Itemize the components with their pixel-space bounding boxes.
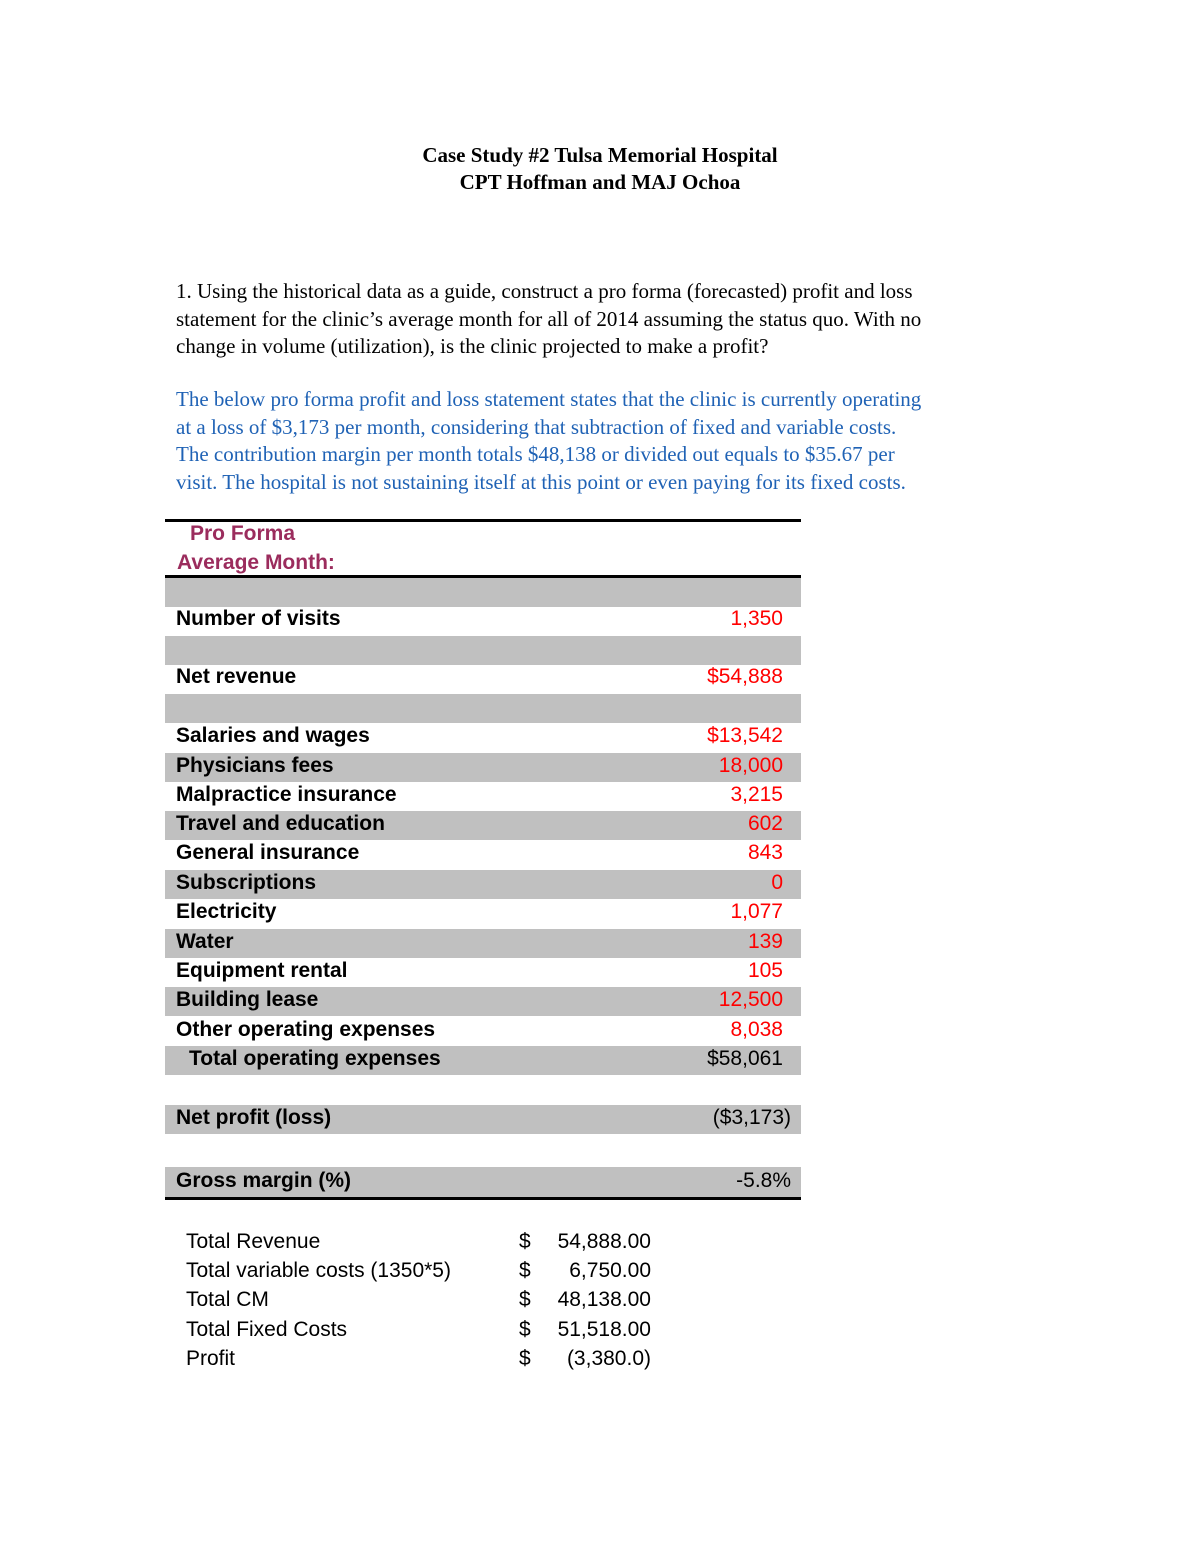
answer-line: at a loss of $3,173 per month, considering that subtraction of fixed and variable costs.	[176, 414, 897, 439]
spacer-row	[165, 578, 801, 607]
expense-label: Electricity	[176, 900, 277, 923]
expense-value: 843	[747, 841, 783, 864]
summary-label: Profit	[186, 1347, 236, 1370]
spacer-row	[165, 694, 801, 723]
expense-row	[165, 811, 801, 840]
total-expenses-row	[165, 1046, 801, 1075]
expense-value: $13,542	[707, 724, 783, 747]
document-authors: CPT Hoffman and MAJ Ochoa	[459, 170, 741, 194]
gross-margin-value: -5.8%	[736, 1169, 791, 1192]
expense-row	[165, 782, 801, 811]
summary-label: Total CM	[186, 1288, 269, 1311]
gross-margin-row	[165, 1167, 801, 1197]
expense-value: 1,077	[730, 900, 783, 923]
expense-row	[165, 753, 801, 782]
expense-label: Subscriptions	[176, 871, 317, 894]
expense-row	[165, 840, 801, 869]
expense-label: Malpractice insurance	[176, 783, 397, 806]
expense-value: 3,215	[730, 783, 783, 806]
summary-label: Total variable costs (1350*5)	[186, 1259, 451, 1282]
currency-symbol: $	[519, 1347, 531, 1370]
expense-label: Physicians fees	[176, 754, 334, 777]
summary-amount: 54,888.00	[557, 1230, 651, 1253]
document-title: Case Study #2 Tulsa Memorial Hospital	[422, 143, 778, 167]
currency-symbol: $	[519, 1288, 531, 1311]
expense-value: 602	[747, 812, 783, 835]
currency-symbol: $	[519, 1230, 531, 1253]
pro-forma-subtitle: Average Month:	[177, 551, 335, 574]
visits-value: 1,350	[730, 607, 783, 630]
question-line: change in volume (utilization), is the clinic projected to make a profit?	[176, 334, 769, 358]
revenue-label: Net revenue	[176, 665, 297, 688]
net-profit-row	[165, 1105, 801, 1134]
expense-row	[165, 958, 801, 987]
expense-value: 139	[747, 930, 783, 953]
visits-label: Number of visits	[176, 607, 341, 630]
answer-line: visit. The hospital is not sustaining itself at this point or even paying for its fixed costs.	[176, 469, 906, 494]
summary-amount: 6,750.00	[569, 1259, 651, 1282]
expense-label: Salaries and wages	[176, 724, 370, 747]
expense-label: Water	[176, 930, 234, 953]
answer-line: The contribution margin per month totals $48,138 or divided out equals to $35.67 per	[176, 442, 895, 466]
summary-amount: 48,138.00	[557, 1288, 651, 1311]
question-paragraph	[176, 278, 1036, 361]
visits-row	[165, 606, 801, 635]
table-bottom-rule	[165, 1197, 801, 1200]
expense-value: 105	[747, 959, 783, 982]
summary-amount: (3,380.0)	[566, 1347, 651, 1370]
question-line: statement for the clinic’s average month for all of 2014 assuming the status quo. With no	[176, 306, 922, 331]
net-profit-label: Net profit (loss)	[176, 1106, 332, 1129]
summary-label: Total Revenue	[186, 1230, 321, 1253]
expense-value: 12,500	[718, 988, 783, 1011]
net-profit-value: ($3,173)	[712, 1106, 791, 1129]
question-line: 1. Using the historical data as a guide, construct a pro forma (forecasted) profit and loss	[176, 279, 913, 303]
total-expenses-label: Total operating expenses	[189, 1047, 441, 1070]
expense-label: General insurance	[176, 841, 360, 864]
expense-value: 0	[771, 871, 783, 894]
currency-symbol: $	[519, 1318, 531, 1341]
expense-label: Travel and education	[176, 812, 385, 835]
answer-paragraph	[176, 386, 1036, 496]
expense-row	[165, 929, 801, 958]
expense-row	[165, 723, 801, 752]
expense-row	[165, 899, 801, 928]
answer-line: The below pro forma profit and loss statement states that the clinic is currently operating	[176, 387, 922, 411]
expense-label: Other operating expenses	[176, 1018, 436, 1041]
expense-row	[165, 1017, 801, 1046]
revenue-value: $54,888	[707, 665, 783, 688]
expense-row	[165, 870, 801, 899]
expense-row	[165, 987, 801, 1016]
revenue-row	[165, 664, 801, 693]
expense-value: 8,038	[730, 1018, 783, 1041]
summary-label: Total Fixed Costs	[186, 1318, 348, 1341]
expense-label: Building lease	[176, 988, 319, 1011]
summary-amount: 51,518.00	[557, 1318, 651, 1341]
pro-forma-title: Pro Forma	[190, 522, 296, 545]
spacer-row	[165, 636, 801, 665]
total-expenses-value: $58,061	[707, 1047, 783, 1070]
currency-symbol: $	[519, 1259, 531, 1282]
expense-value: 18,000	[718, 754, 783, 777]
gross-margin-label: Gross margin (%)	[176, 1169, 352, 1192]
expense-label: Equipment rental	[176, 959, 348, 982]
